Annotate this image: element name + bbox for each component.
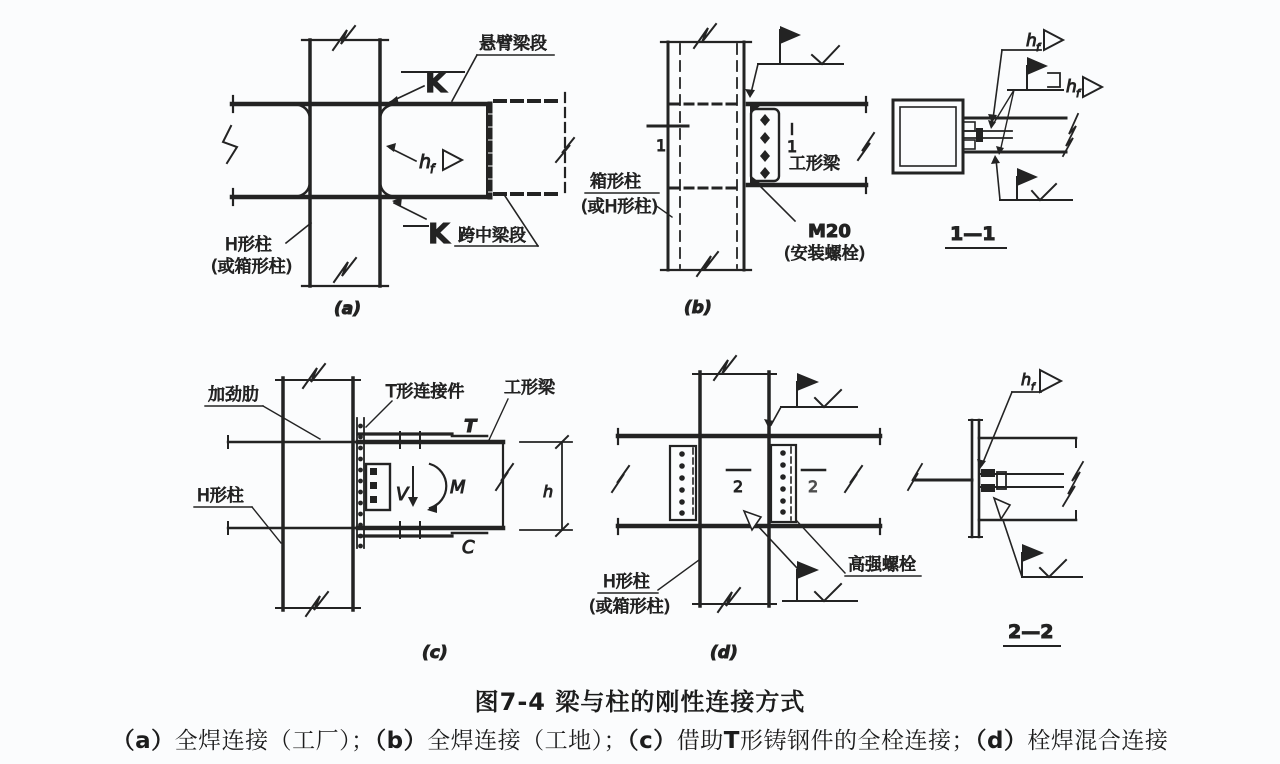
h-column	[276, 364, 360, 616]
beam-flanges	[612, 429, 880, 534]
section-mark-1-left: 1	[656, 136, 667, 155]
section-1-1-label: 1—1	[950, 223, 996, 245]
section-mark-1-right: 1	[787, 137, 798, 156]
m20-label-2: (安装螺栓)	[784, 244, 866, 264]
label-h-column	[211, 223, 311, 277]
t-connector-label: T形连接件	[386, 382, 465, 402]
depth-dimension	[520, 436, 572, 536]
flange-force-t: T	[464, 416, 477, 437]
weld-symbol-hf-top	[988, 30, 1063, 123]
box-column-label-2: (或H形柱)	[581, 197, 659, 217]
s22-hf-label: h	[1021, 370, 1032, 389]
i-beam	[748, 97, 874, 193]
figure-title: 图7-4 梁与柱的刚性连接方式	[474, 688, 806, 716]
section-2-2-title	[1004, 621, 1060, 646]
caption-segment: T	[723, 728, 740, 754]
site-weld-flag	[994, 498, 1082, 577]
box-column-label-1: 箱形柱	[590, 172, 641, 192]
diagram-d-tag: (d)	[710, 643, 738, 663]
weld-hf-label: h	[419, 151, 432, 173]
section-2-2	[908, 370, 1083, 646]
box-column-section	[893, 100, 963, 173]
h-column	[302, 26, 388, 286]
weld-symbol-hf	[977, 370, 1061, 469]
beam-section-lines	[908, 438, 1083, 520]
right-splice-plate	[771, 445, 796, 522]
h-column-label-2: (或箱形柱)	[211, 257, 293, 277]
h-column-label-2: (或箱形柱)	[589, 597, 671, 617]
bolt-group	[760, 114, 770, 179]
diagram-b	[581, 24, 874, 318]
caption-segment: 栓焊混合连接	[1027, 728, 1169, 754]
caption-segment: （d）	[974, 728, 1028, 754]
diagram-c-tag: (c)	[422, 643, 448, 663]
section-2-2-label: 2—2	[1008, 621, 1054, 643]
diagram-a	[211, 26, 574, 319]
midspan-dashed-beam	[495, 93, 574, 197]
diagram-d	[589, 356, 921, 663]
figure-caption	[0, 722, 1280, 755]
cantilever-beam-label: 悬臂梁段	[479, 34, 547, 54]
weld-k-top-label: K	[425, 66, 447, 99]
s11-hf-top-sub: f	[1036, 41, 1040, 54]
beam-flange-plan	[963, 114, 1078, 156]
label-m20-bolts	[761, 187, 865, 264]
label-h-column	[194, 486, 281, 543]
bolt-dots	[780, 450, 786, 515]
bolt-cluster	[981, 469, 1006, 492]
hs-bolt-label: 高强螺栓	[848, 555, 916, 575]
h-column-label: H形柱	[197, 486, 244, 506]
label-h-column	[589, 560, 699, 617]
label-i-beam	[489, 377, 556, 440]
weld-symbol-flag-bottom	[991, 155, 1072, 200]
caption-segment: （c）	[627, 728, 677, 754]
label-stiffener	[205, 384, 320, 439]
weld-k-bottom-label: K	[428, 217, 450, 250]
site-weld-flag	[745, 26, 843, 98]
site-weld-flag-top	[764, 373, 857, 429]
weld-symbol-flag-mid	[988, 57, 1102, 155]
caption-segment: 全焊连接（工地）；	[427, 728, 628, 754]
section-mark-2-right: 2	[808, 477, 819, 496]
weld-hf-sub: f	[430, 162, 435, 176]
diagram-b-tag: (b)	[684, 298, 712, 318]
diagram-a-tag: (a)	[334, 299, 362, 319]
stiffeners	[228, 436, 358, 534]
i-beam	[358, 442, 513, 528]
depth-h-label: h	[543, 482, 554, 501]
s22-hf-sub: f	[1031, 382, 1035, 393]
i-beam-label: 工形梁	[504, 378, 555, 398]
label-hs-bolts	[796, 520, 921, 576]
beam-flanges	[223, 96, 490, 205]
stiffener-label: 加劲肋	[208, 385, 259, 405]
h-column-label-1: H形柱	[225, 235, 272, 255]
box-column	[661, 24, 751, 276]
label-t-connector	[366, 382, 464, 427]
label-midspan-beam	[455, 196, 538, 246]
caption-segment: 借助	[676, 728, 724, 754]
section-cut-marks-2	[727, 470, 825, 496]
web-bolts	[370, 468, 377, 503]
caption-segment: （a）	[111, 728, 175, 754]
weld-symbol-k-bottom	[392, 197, 451, 250]
caption-area	[0, 682, 1280, 755]
section-1-1	[893, 30, 1102, 248]
s11-hf-mid: h	[1066, 77, 1077, 97]
web-splice-plate	[750, 106, 779, 183]
h-column-label-1: H形柱	[603, 572, 650, 592]
section-cut-marks-1	[648, 124, 797, 156]
caption-segment: （b）	[374, 728, 428, 754]
s11-hf-mid-sub: f	[1076, 87, 1080, 100]
bolt-dots	[679, 451, 685, 516]
label-box-column	[581, 172, 672, 217]
m20-label: M20	[808, 221, 851, 242]
label-cantilever-beam	[452, 33, 554, 101]
shear-v-label: V	[396, 484, 409, 505]
diagram-c	[194, 364, 572, 663]
i-beam-label: 工形梁	[789, 154, 840, 174]
left-splice-plate	[670, 446, 696, 520]
moment-m-label: M	[450, 477, 466, 498]
caption-segment: 形铸钢件的全栓连接；	[739, 728, 975, 754]
s11-hf-top: h	[1026, 31, 1037, 51]
midspan-beam-label: 跨中梁段	[458, 226, 526, 246]
flange-force-c: C	[462, 537, 475, 558]
weld-symbol-hf	[386, 143, 462, 176]
section-1-1-title	[946, 223, 1006, 248]
section-mark-2-mid: 2	[733, 477, 744, 496]
caption-segment: 全焊连接（工厂）；	[174, 728, 375, 754]
